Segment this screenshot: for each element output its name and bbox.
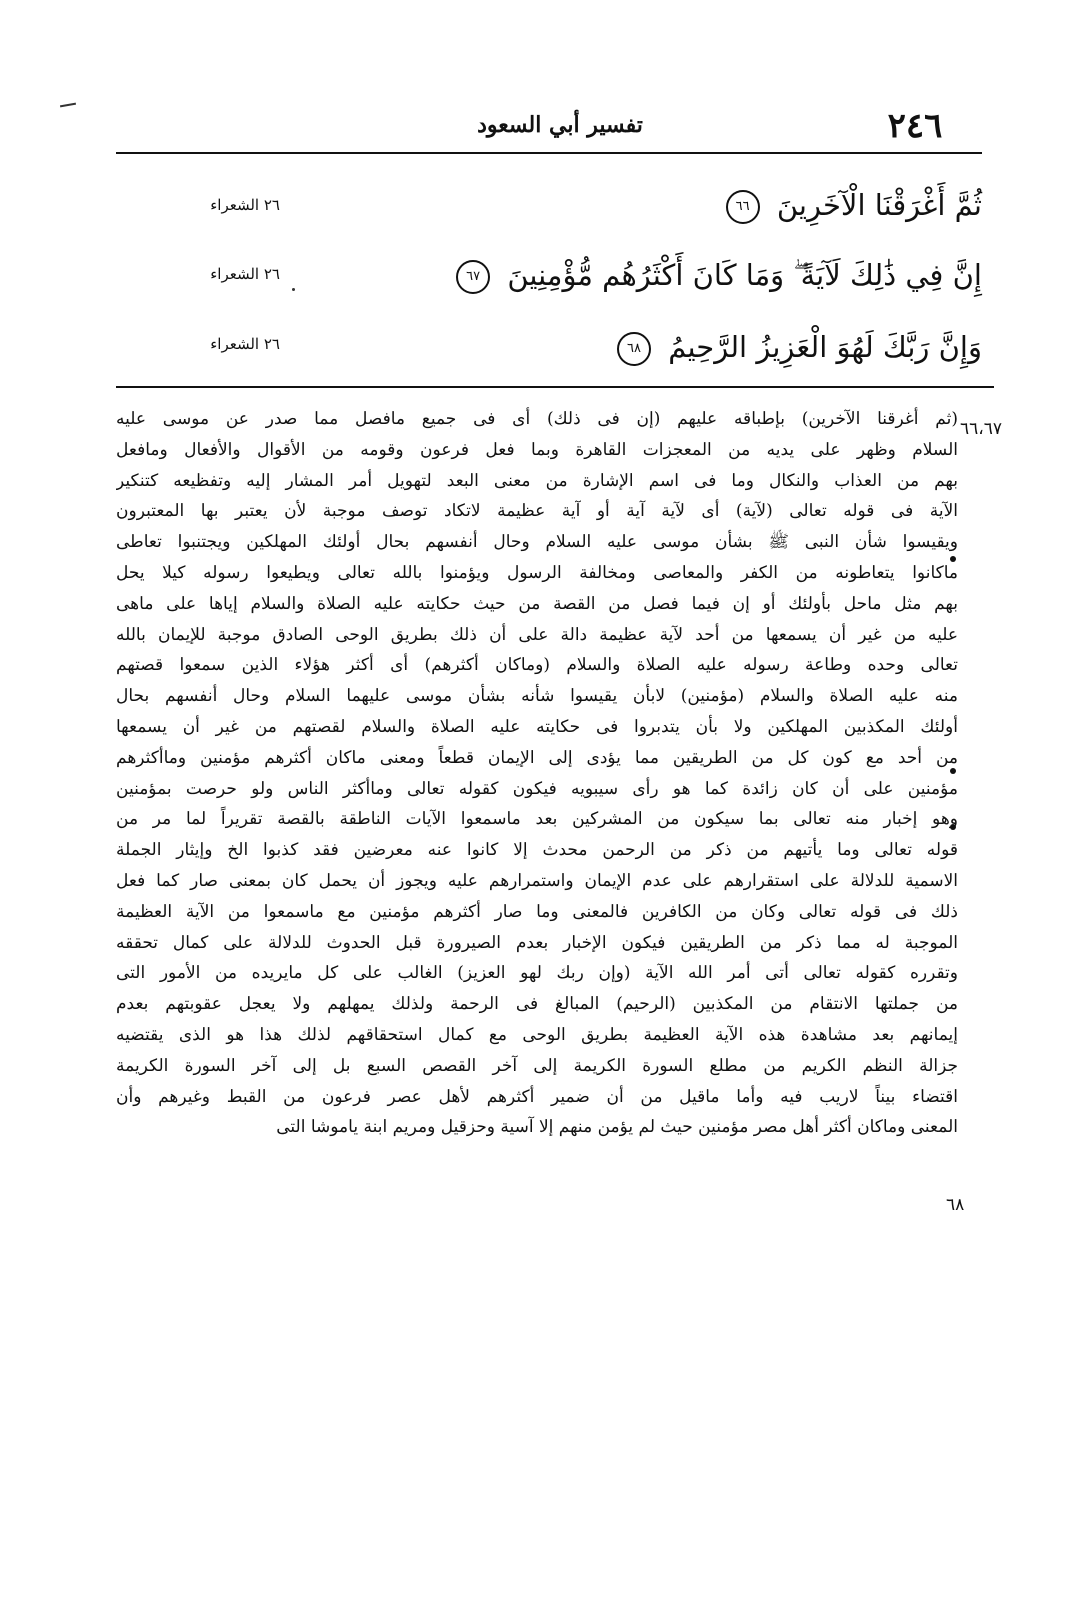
commentary-line: بهم من العذاب والنكال وما فى اسم الإشارة من معنى البعد لتهويل أمر المشار إليه وتفظيعه كتنكير [116, 470, 958, 491]
page-title: تفسير أبي السعود [477, 112, 643, 138]
commentary-line: من أحد مع كون كل من الطريقين مما يؤدى إلى الإيمان قطعاً ومعنى ماكان أكثرهم مؤمنين وماأكثرهم [116, 747, 958, 768]
commentary-line: مؤمنين على أن كان زائدة كما هو رأى سيبويه فيكون كقوله تعالى وماأكثر الناس ولو حرصت بمؤمنين [116, 778, 958, 799]
ayah-number-marker: ٦٨ [617, 332, 651, 366]
verse-66 [726, 188, 982, 236]
commentary-line: وهو إخبار منه تعالى بما سيكون من المشركين بعد ماسمعوا الآيات الناطقة بالقصة تقريراً لما مر من [116, 809, 958, 830]
commentary-line: السلام وظهر على يديه من المعجزات القاهرة وبما فعل فرعون وقومه من الأقوال والأفعال ومافعل [116, 439, 958, 460]
ayah-number-marker: ٦٧ [456, 260, 490, 294]
commentary-line: ذلك فى قوله تعالى وكان من الكافرين فالمعنى وما صار أكثرهم مؤمنين مع ماسمعوا من الآية العظيمة [116, 901, 958, 922]
commentary-line: تعالى وحده وطاعة رسوله عليه الصلاة والسلام (وماكان أكثرهم) أى أكثر هؤلاء الذين سمعوا قصتهم [116, 655, 958, 676]
commentary-line: الاسمية للدلالة على استقرارهم على عدم الإيمان واستمرارهم عليه ويجوز أن يحمل كان بمعنى صار كما فعل [116, 870, 958, 891]
surah-reference: ٢٦ الشعراء [210, 196, 280, 214]
verse-68 [617, 330, 982, 378]
commentary-line: الآية فى قوله تعالى (لآية) أى لآية آية أو آية عظيمة لاتكاد توصف موجبة لأن يعتبر بها المعتبرون [116, 501, 958, 522]
commentary-line: منه عليه الصلاة والسلام (مؤمنين) لابأن يقيسوا شأنه بشأن موسى عليهما السلام وحال أنفسهم بحال [116, 686, 958, 707]
commentary-line: بهم مثل ماحل بأولئك أو إن فيما فصل من القصة من حيث حكايته عليه الصلاة والسلام إياها على ماهى [116, 593, 958, 614]
commentary-line: المعنى وماكان أكثر أهل مصر مؤمنين حيث لم يؤمن منهم إلا آسية وحزقيل ومريم ابنة ياموشا التى [276, 1117, 958, 1138]
scan-speck [60, 103, 76, 108]
commentary-body [116, 404, 958, 1143]
verse-67 [456, 258, 982, 306]
commentary-line: جزالة النظم الكريم من مطلع السورة الكريمة إلى آخر القصص السبع بل إلى آخر السورة الكريمة [116, 1055, 958, 1076]
verse-text: وَإِنَّ رَبَّكَ لَهُوَ الْعَزِيزُ الرَّحِيمُ [668, 330, 982, 364]
commentary-line: (ثم أغرقنا الآخرين) بإطباقه عليهم (إن فى ذلك) أى فى جميع مافصل مما صدر عن موسى عليه [116, 409, 958, 429]
commentary-line: ويقيسوا شأن النبى ﷺ بشأن موسى عليه السلام وحال أنفسهم بحال أولئك المهلكين ويجتنبوا تعاطى [116, 532, 958, 553]
commentary-line: وتقرره كقوله تعالى أتى أمر الله الآية (وإن ربك لهو العزيز) الغالب على كل مايريده من الأمور التى [116, 963, 958, 984]
scan-speck [292, 288, 295, 291]
surah-reference: ٢٦ الشعراء [210, 335, 280, 353]
commentary-line: إيمانهم بعد مشاهدة هذه الآية العظيمة بطريق الوحى مع كمال استحقاقهم لذلك هذا هو الذى يقتضيه [116, 1024, 958, 1045]
commentary-line: عليه من غير أن يسمعها من أحد لآية عظيمة دالة على أن ذلك بطريق الوحى الصادق موجبة للإيمان بالله [116, 624, 958, 645]
verse-text: إِنَّ فِي ذَٰلِكَ لَآيَةً ۖ وَمَا كَانَ أَكْثَرُهُم مُّؤْمِنِينَ [507, 258, 982, 292]
commentary-line: قوله تعالى وما يأتيهم من ذكر من الرحمن محدث إلا كانوا عنه معرضين فقد كذبوا الخ وإيثار الجملة [116, 840, 958, 861]
header-divider [116, 152, 982, 154]
commentary-line: الموجبة له مما ذكر من الطريقين فيكون الإخبار بعدم الصيرورة قبل الحدوث للدلالة على كمال تحققه [116, 932, 958, 953]
commentary-line: أولئك المكذبين المهلكين ولا بأن يتدبروا فى حكايته عليه الصلاة والسلام لقصتهم من غير أن يسمعها [116, 716, 958, 737]
commentary-line: ماكانوا يتعاطونه من الكفر والمعاصى ومخالفة الرسول ويؤمنوا بالله تعالى ويطيعوا رسوله كيلا يحل [116, 562, 958, 583]
ayah-number-marker: ٦٦ [726, 190, 760, 224]
verse-range-marker: ٦٦،٦٧ [960, 419, 1003, 439]
page-number: ٢٤٦ [887, 106, 943, 146]
commentary-line: اقتضاء بيناً لاريب فيه وأما ماقيل من أن ضمير أكثرهم لأهل عصر فرعون من القبط وغيرهم وأن [116, 1086, 958, 1107]
surah-reference: ٢٦ الشعراء [210, 265, 280, 283]
verse-text: ثُمَّ أَغْرَقْنَا الْآخَرِينَ [776, 188, 982, 222]
verses-divider [116, 386, 994, 388]
verse-number-marker: ٦٨ [946, 1195, 965, 1215]
commentary-line: من جملتها الانتقام من المكذبين (الرحيم) المبالغ فى الرحمة ولذلك يمهلهم ولا يعجل عقوبتهم بعدم [116, 994, 958, 1015]
